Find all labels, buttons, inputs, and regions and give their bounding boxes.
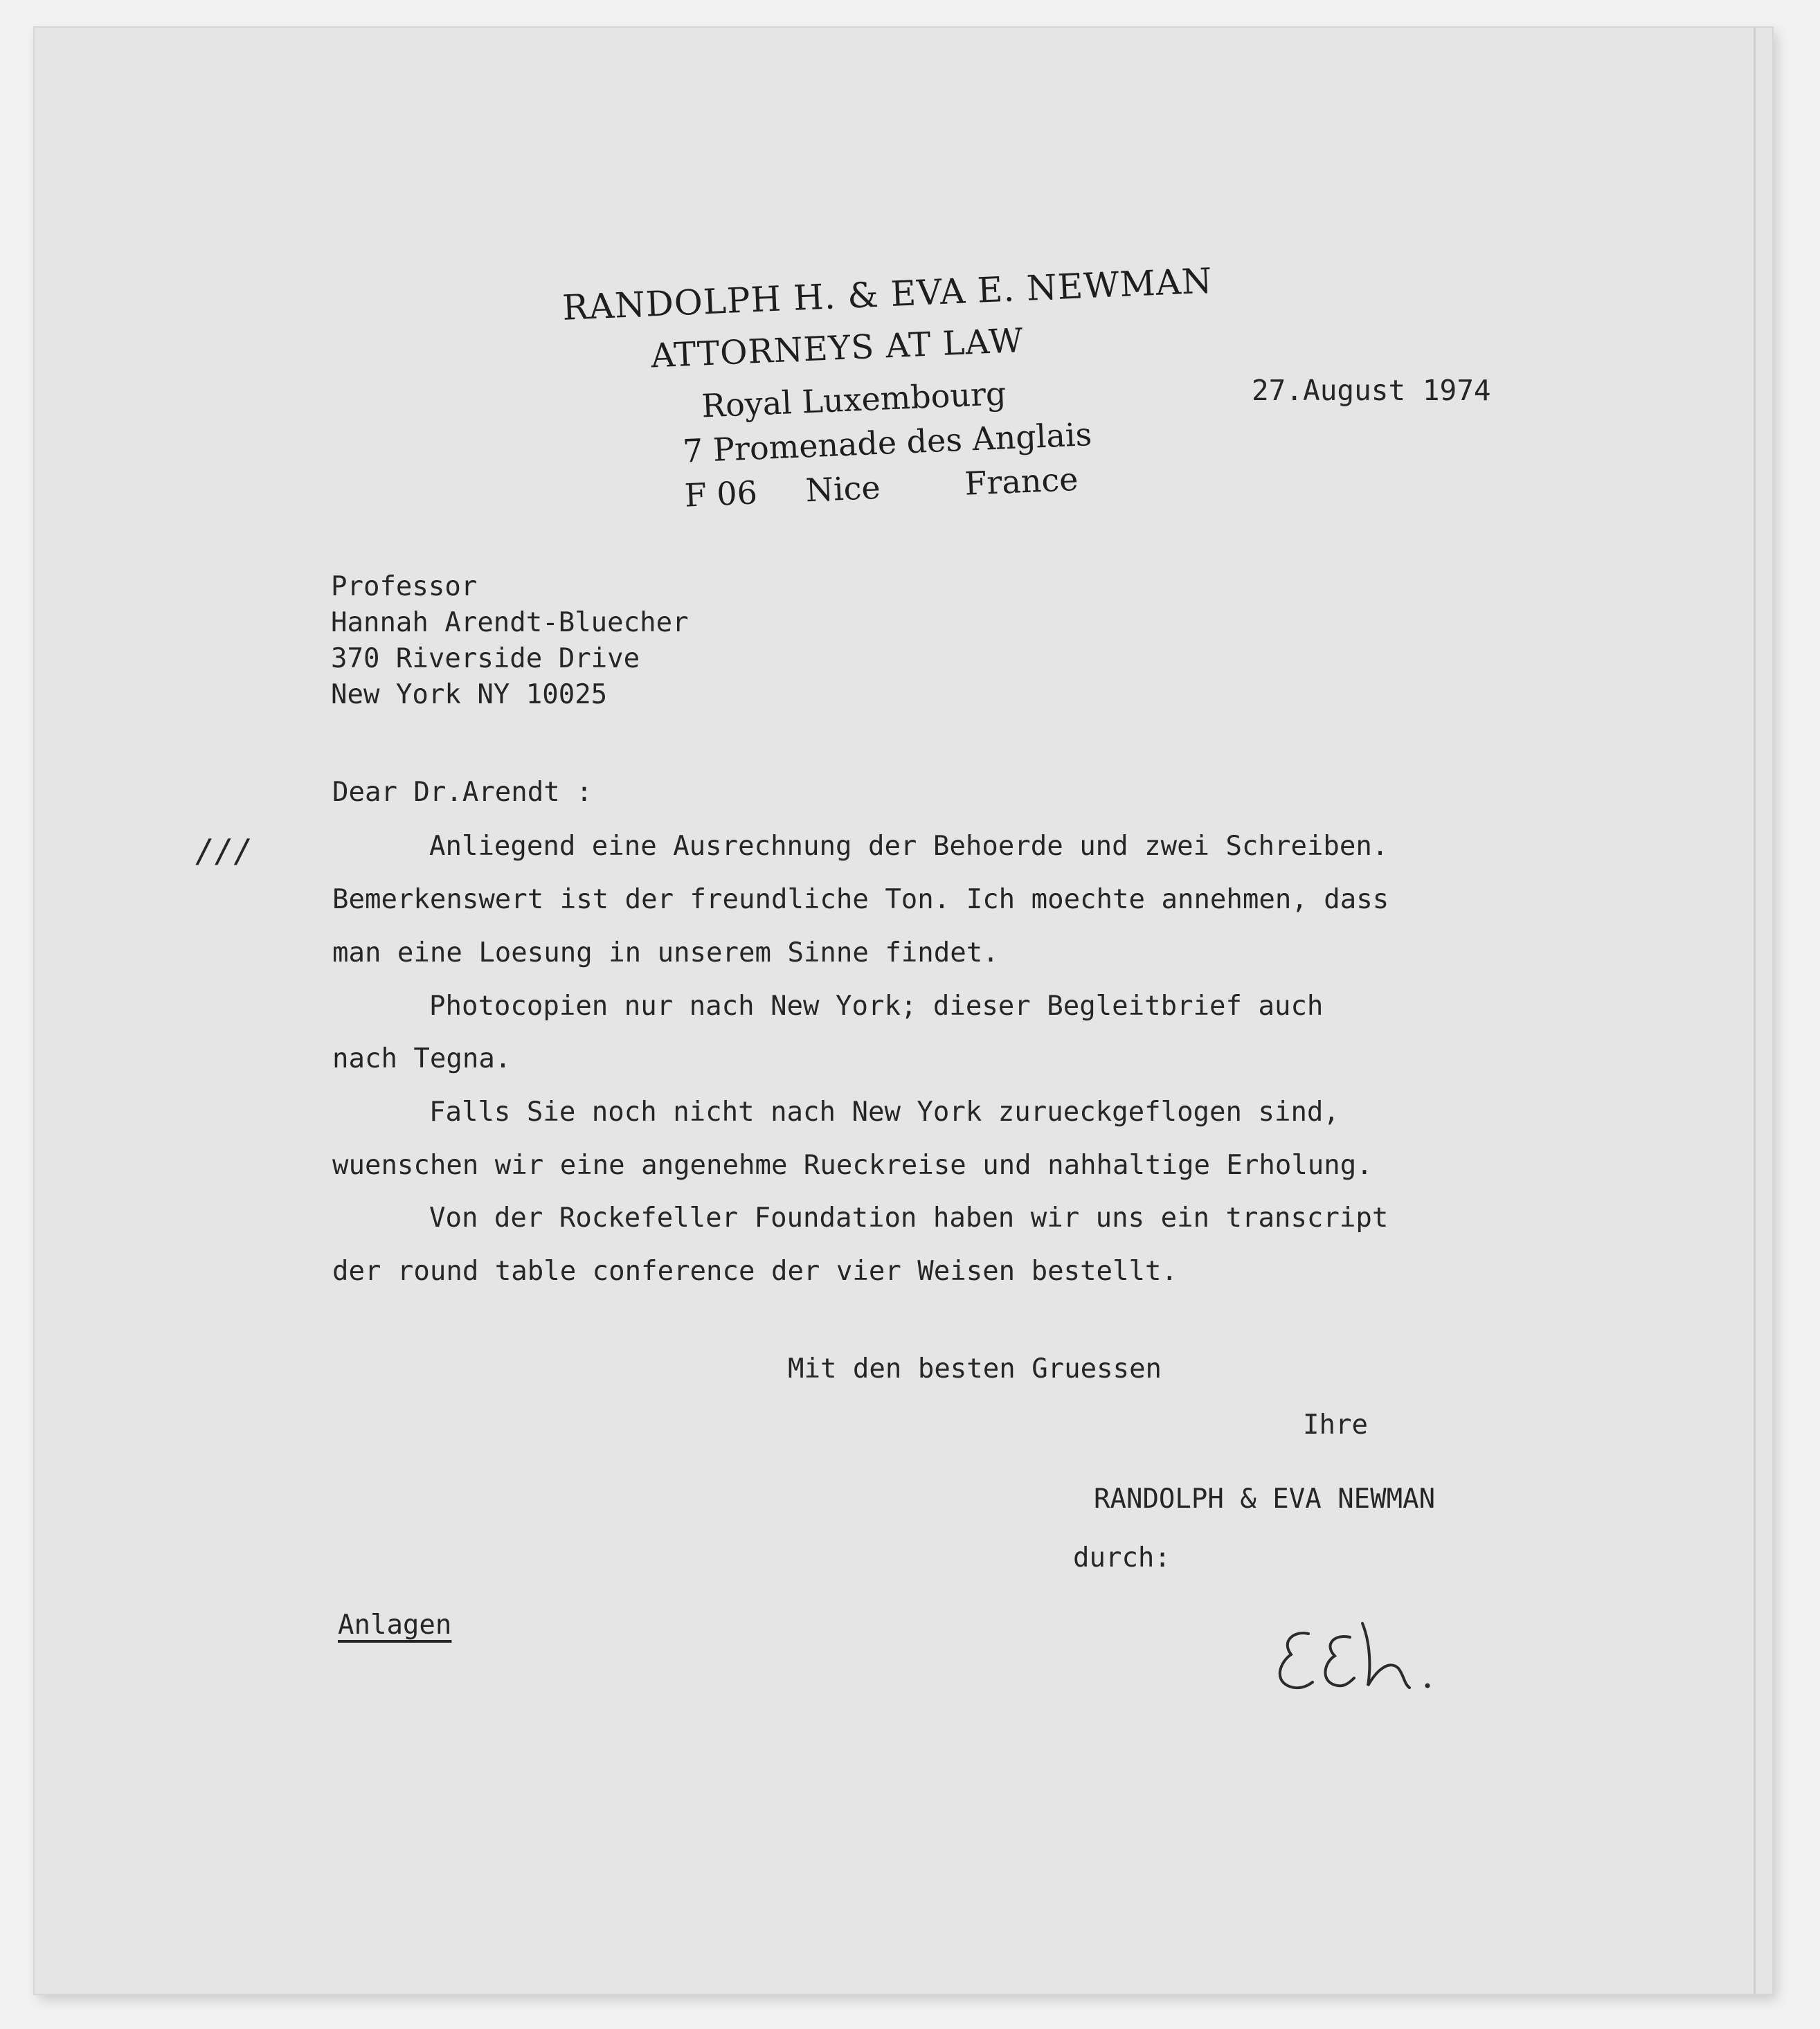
signed-by-label: durch: xyxy=(1073,1542,1171,1573)
closing-line: Mit den besten Gruessen xyxy=(788,1353,1162,1385)
letterhead-title: ATTORNEYS AT LAW xyxy=(650,321,1025,376)
letterhead-name: RANDOLPH H. & EVA E. NEWMAN xyxy=(561,260,1214,328)
salutation: Dear Dr.Arendt : xyxy=(332,777,593,808)
recipient-line: Hannah Arendt-Bluecher xyxy=(331,607,689,638)
firm-name: RANDOLPH & EVA NEWMAN xyxy=(1094,1484,1436,1515)
body-line: Anliegend eine Ausrechnung der Behoerde und zwei Schreiben. xyxy=(429,831,1389,862)
body-line: Von der Rockefeller Foundation haben wir uns ein transcript xyxy=(429,1202,1389,1234)
body-line: Falls Sie noch nicht nach New York zurueckgeflogen sind, xyxy=(429,1097,1340,1128)
recipient-line: New York NY 10025 xyxy=(331,679,608,710)
letterhead xyxy=(526,240,1252,514)
recipient-line: 370 Riverside Drive xyxy=(331,643,640,674)
margin-mark: /// xyxy=(195,832,253,869)
letterhead-address: 7 Promenade des Anglais xyxy=(682,415,1093,470)
letterhead-postcode: F 06 xyxy=(683,474,758,514)
signature xyxy=(1267,1606,1475,1710)
body-line: Photocopien nur nach New York; dieser Begleitbrief auch xyxy=(429,991,1324,1022)
enclosures-label: Anlagen xyxy=(338,1609,452,1641)
letterhead-country: France xyxy=(964,460,1079,503)
body-line: nach Tegna. xyxy=(332,1043,512,1074)
letterhead-city: Nice xyxy=(804,468,881,509)
letterhead-street: Royal Luxembourg xyxy=(701,375,1007,425)
body-line: Bemerkenswert ist der freundliche Ton. Ich moechte annehmen, dass xyxy=(332,884,1389,915)
closing-word: Ihre xyxy=(1303,1409,1368,1441)
letter-page xyxy=(35,28,1772,1994)
letter-date: 27.August 1974 xyxy=(1252,374,1491,407)
body-line: man eine Loesung in unserem Sinne findet. xyxy=(332,937,999,968)
body-line: der round table conference der vier Weisen bestellt. xyxy=(332,1256,1178,1287)
page-edge xyxy=(1754,28,1756,1994)
recipient-line: Professor xyxy=(331,571,478,602)
body-line: wuenschen wir eine angenehme Rueckreise und nahhaltige Erholung. xyxy=(332,1150,1373,1181)
